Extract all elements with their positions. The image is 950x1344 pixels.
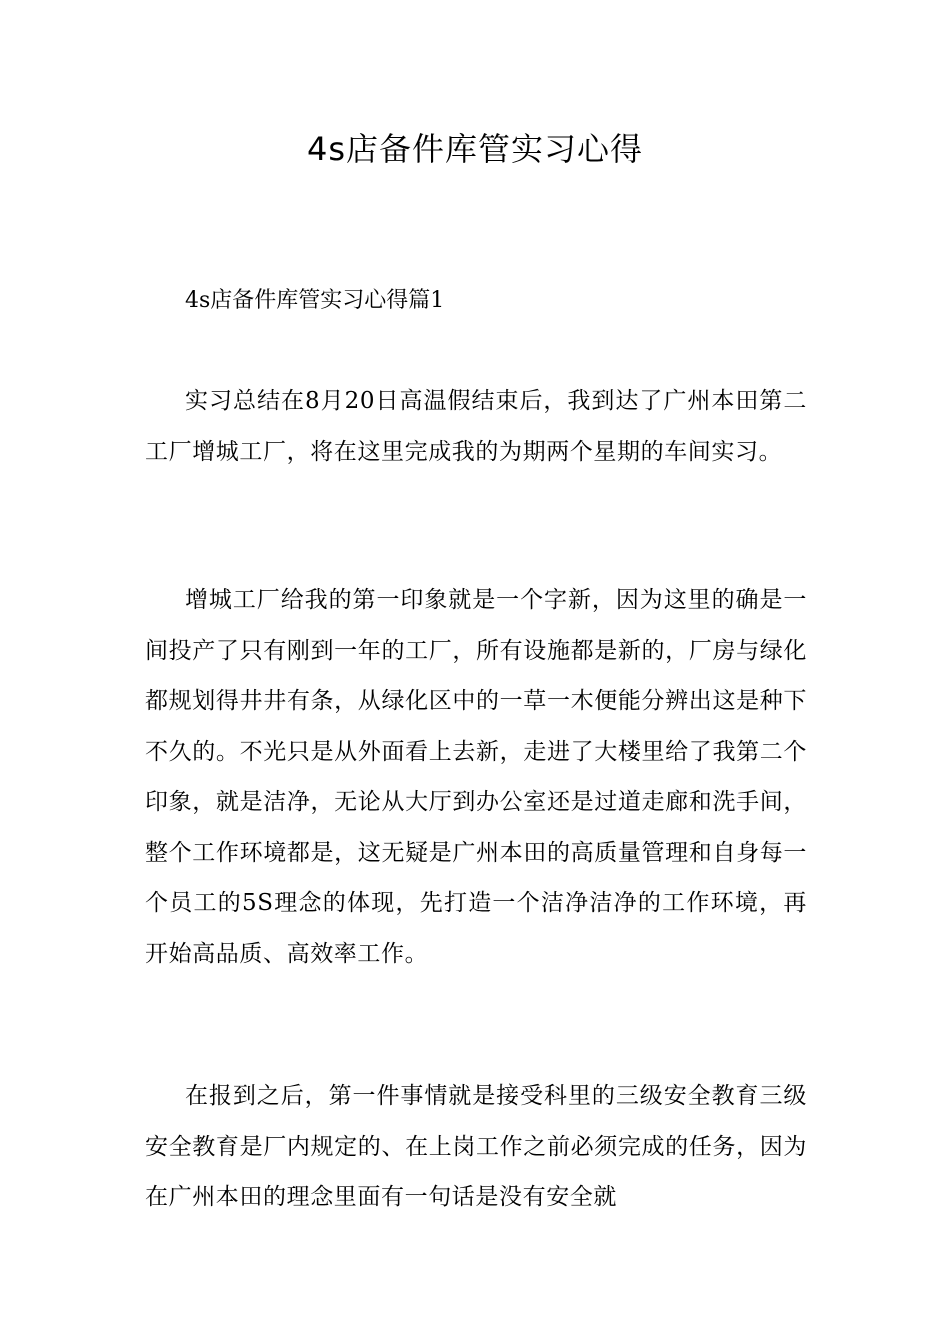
paragraph-1: 实习总结在8月20日高温假结束后，我到达了广州本田第二工厂增城工厂，将在这里完成我的为期两个星期的车间实习。 xyxy=(145,388,807,465)
paragraph-2: 增城工厂给我的第一印象就是一个字新，因为这里的确是一间投产了只有刚到一年的工厂，所有设施都是新的，厂房与绿化都规划得井井有条，从绿化区中的一草一木便能分辨出这是种下不久的。不光只是从外面看上去新，走进了大楼里给了我第二个印象，就是洁净，无论从大厅到办公室还是过道走廊和洗手间，整个工作环境都是，这无疑是广州本田的高质量管理和自身每一个员工的5S理念的体现，先打造一个洁净洁净的工作环境，再开始高品质、高效率工作。 xyxy=(145,587,807,967)
section-heading: 4s店备件库管实习心得篇1 xyxy=(185,288,445,313)
paragraph-3: 在报到之后，第一件事情就是接受科里的三级安全教育三级安全教育是厂内规定的、在上岗工作之前必须完成的任务，因为在广州本田的理念里面有一句话是没有安全就 xyxy=(145,1083,807,1210)
document-title: 4s店备件库管实习心得 xyxy=(306,130,644,168)
